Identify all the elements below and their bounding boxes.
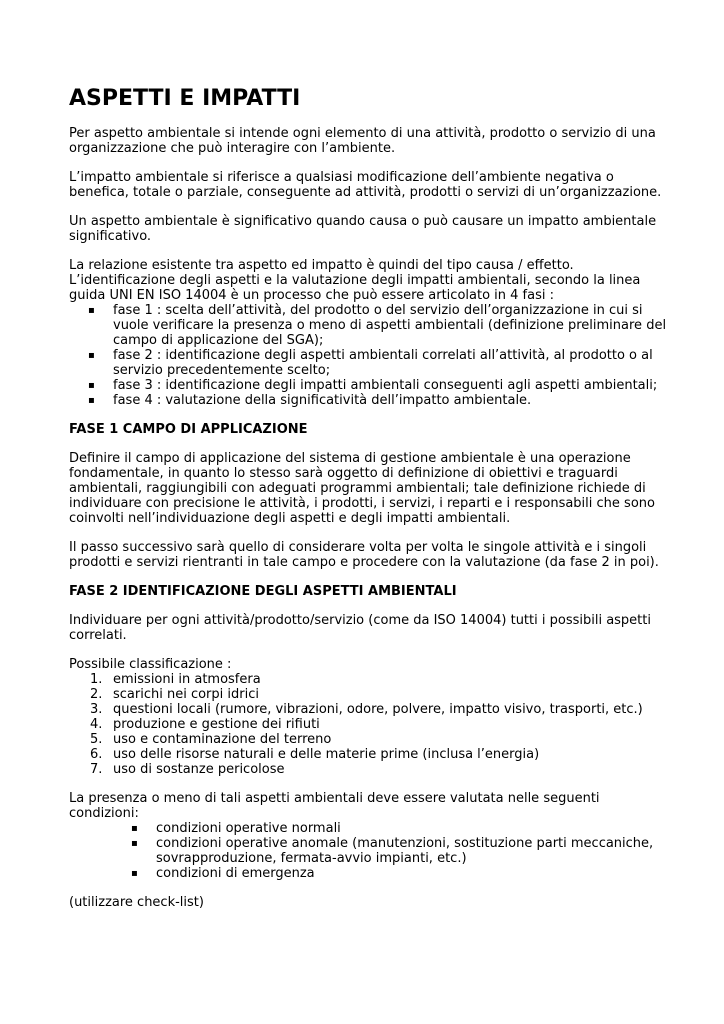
list-item: 6. uso delle risorse naturali e delle materie prime (inclusa l’energia) <box>90 747 540 762</box>
document-page <box>69 86 669 910</box>
paragraph-aspetto: Per aspetto ambientale si intende ogni elemento di una attività, prodotto o servizio di una organizzazione che può interagire con l’ambiente. <box>69 126 656 156</box>
paragraph-relazione: La relazione esistente tra aspetto ed impatto è quindi del tipo causa / effetto. <box>69 258 574 273</box>
list-item: ▪ fase 2 : identificazione degli aspetti ambientali correlati all’attività, al prodotto o al servizio precedentemente scelto; <box>88 348 653 378</box>
paragraph-individuare: Individuare per ogni attività/prodotto/servizio (come da ISO 14004) tutti i possibili aspetti correlati. <box>69 613 651 643</box>
phases-list <box>69 303 669 408</box>
bullet-icon: ▪ <box>88 350 95 361</box>
list-item: ▪ fase 4 : valutazione della significatività dell’impatto ambientale. <box>88 393 532 408</box>
list-item: 4. produzione e gestione dei rifiuti <box>90 717 320 732</box>
paragraph-campo-applicazione: Definire il campo di applicazione del sistema di gestione ambientale è una operazione fondamentale, in quanto lo stesso sarà oggetto di definizione di obiettivi e traguardi ambientali, raggiungibili con adeguati programmi ambientali; tale definizione richiede di individuare con precisione le attività, i prodotti, i servizi, i reparti e i responsabili che sono coinvolti nell’individuazione degli aspetti e degli impatti ambientali. <box>69 451 655 526</box>
list-item: ▪ condizioni operative anomale (manutenzioni, sostituzione parti meccaniche, sovrapproduzione, fermata-avvio impianti, etc.) <box>131 836 654 866</box>
list-item: 7. uso di sostanze pericolose <box>90 762 285 777</box>
bullet-icon: ▪ <box>131 868 138 879</box>
heading-fase-1: FASE 1 CAMPO DI APPLICAZIONE <box>69 422 308 437</box>
heading-fase-2: FASE 2 IDENTIFICAZIONE DEGLI ASPETTI AMBIENTALI <box>69 584 457 599</box>
page-title: ASPETTI E IMPATTI <box>69 86 301 111</box>
paragraph-passo-successivo: Il passo successivo sarà quello di considerare volta per volta le singole attività e i singoli prodotti e servizi rientranti in tale campo e procedere con la valutazione (da fase 2 in poi). <box>69 540 659 570</box>
list-item: 1. emissioni in atmosfera <box>90 672 261 687</box>
bullet-icon: ▪ <box>88 305 95 316</box>
conditions-list <box>69 821 669 881</box>
bullet-icon: ▪ <box>88 395 95 406</box>
classification-list <box>69 672 669 777</box>
list-item: 2. scarichi nei corpi idrici <box>90 687 259 702</box>
paragraph-condizioni: La presenza o meno di tali aspetti ambientali deve essere valutata nelle seguenti condizioni: <box>69 791 600 821</box>
check-list-note: (utilizzare check-list) <box>69 895 204 910</box>
list-item: ▪ fase 3 : identificazione degli impatti ambientali conseguenti agli aspetti ambientali; <box>88 378 658 393</box>
list-item: 3. questioni locali (rumore, vibrazioni, odore, polvere, impatto visivo, trasporti, etc.) <box>90 702 643 717</box>
list-item: 5. uso e contaminazione del terreno <box>90 732 332 747</box>
paragraph-identificazione: L’identificazione degli aspetti e la valutazione degli impatti ambientali, secondo la linea guida UNI EN ISO 14004 è un processo che può essere articolato in 4 fasi : <box>69 273 641 303</box>
paragraph-significativo: Un aspetto ambientale è significativo quando causa o può causare un impatto ambientale significativo. <box>69 214 657 244</box>
bullet-icon: ▪ <box>131 838 138 849</box>
paragraph-impatto: L’impatto ambientale si riferisce a qualsiasi modificazione dell’ambiente negativa o benefica, totale o parziale, conseguente ad attività, prodotti o servizi di un’organizzazione. <box>69 170 662 200</box>
list-item: ▪ fase 1 : scelta dell’attività, del prodotto o del servizio dell’organizzazione in cui si vuole verificare la presenza o meno di aspetti ambientali (definizione preliminare del campo di applicazione del SGA); <box>88 303 667 348</box>
classification-label: Possibile classificazione : <box>69 657 232 672</box>
bullet-icon: ▪ <box>88 380 95 391</box>
list-item: ▪ condizioni di emergenza <box>131 866 315 881</box>
list-item: ▪ condizioni operative normali <box>131 821 341 836</box>
bullet-icon: ▪ <box>131 823 138 834</box>
